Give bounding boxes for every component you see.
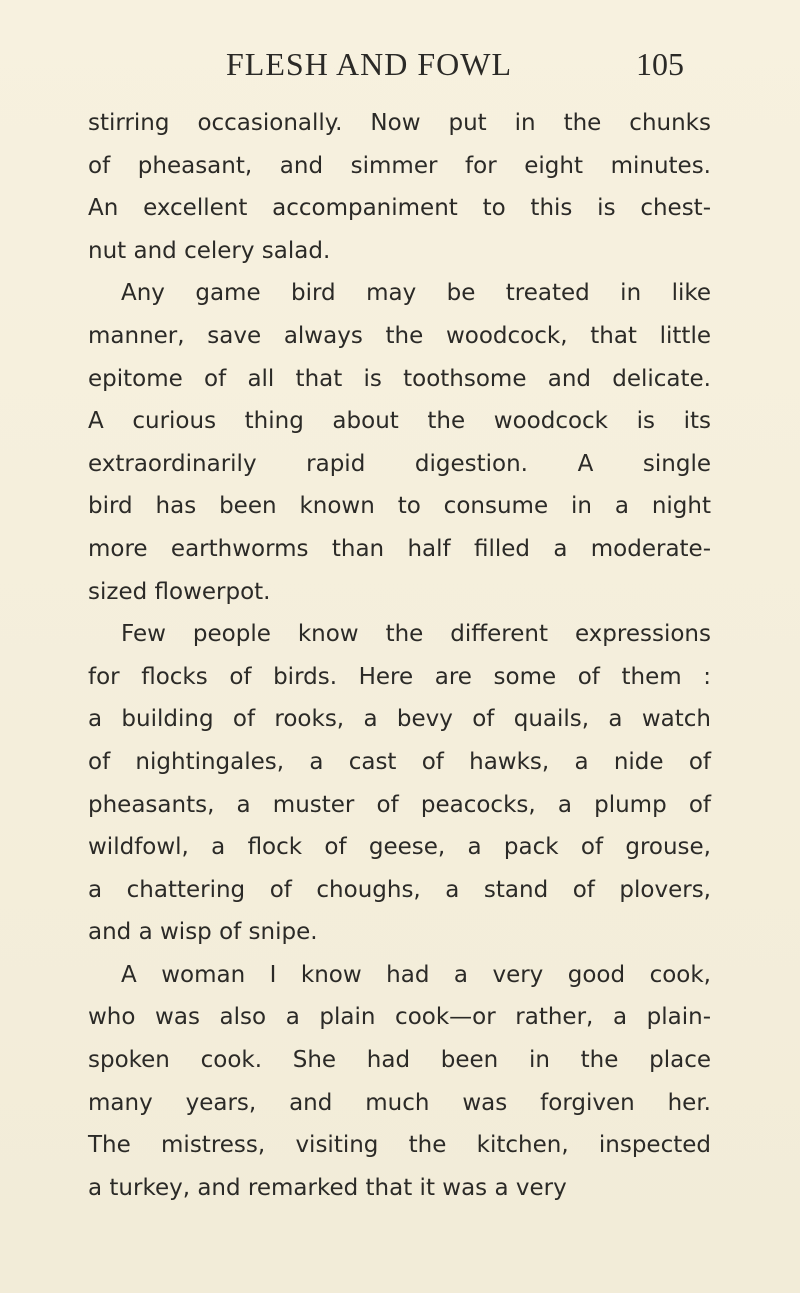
text-line: The mistress, visiting the kitchen, inspected xyxy=(88,1132,711,1159)
text-line: a chattering of choughs, a stand of plovers, xyxy=(88,876,711,903)
text-line: more earthworms than half filled a moderate- xyxy=(88,535,711,562)
paragraph xyxy=(88,272,711,613)
text-line: who was also a plain cook—or rather, a plain- xyxy=(88,1004,711,1031)
text-line: a building of rooks, a bevy of quails, a watch xyxy=(88,706,711,733)
text-line: bird has been known to consume in a night xyxy=(88,493,711,520)
running-head xyxy=(0,46,800,90)
text-line: manner, save always the woodcock, that little xyxy=(88,322,711,349)
text-line: An excellent accompaniment to this is chest- xyxy=(88,195,711,222)
text-line: wildfowl, a flock of geese, a pack of grouse, xyxy=(88,834,711,861)
text-line: epitome of all that is toothsome and delicate. xyxy=(88,365,711,392)
text-line: and a wisp of snipe. xyxy=(88,919,318,946)
text-line: A curious thing about the woodcock is its xyxy=(88,408,711,435)
text-line: sized flowerpot. xyxy=(88,578,271,605)
paragraph xyxy=(88,102,711,272)
text-line: many years, and much was forgiven her. xyxy=(88,1089,711,1116)
text-line: stirring occasionally. Now put in the chunks xyxy=(88,110,711,136)
paragraph xyxy=(88,954,711,1210)
text-line: for flocks of birds. Here are some of them : xyxy=(88,663,711,690)
text-line: spoken cook. She had been in the place xyxy=(88,1047,711,1074)
text-line: extraordinarily rapid digestion. A single xyxy=(88,450,711,477)
text-line: Few people know the different expressions xyxy=(121,621,711,648)
running-title: FLESH AND FOWL xyxy=(226,46,513,82)
text-line: A woman I know had a very good cook, xyxy=(121,961,711,988)
text-line: of nightingales, a cast of hawks, a nide of xyxy=(88,748,711,775)
page-number: 105 xyxy=(636,46,684,82)
body-text xyxy=(88,102,711,1209)
text-line: Any game bird may be treated in like xyxy=(121,280,711,307)
text-line: pheasants, a muster of peacocks, a plump of xyxy=(88,791,711,818)
text-line: of pheasant, and simmer for eight minutes. xyxy=(88,152,711,179)
paragraph xyxy=(88,613,711,954)
text-line: nut and celery salad. xyxy=(88,237,331,264)
text-line: a turkey, and remarked that it was a very xyxy=(88,1174,567,1201)
